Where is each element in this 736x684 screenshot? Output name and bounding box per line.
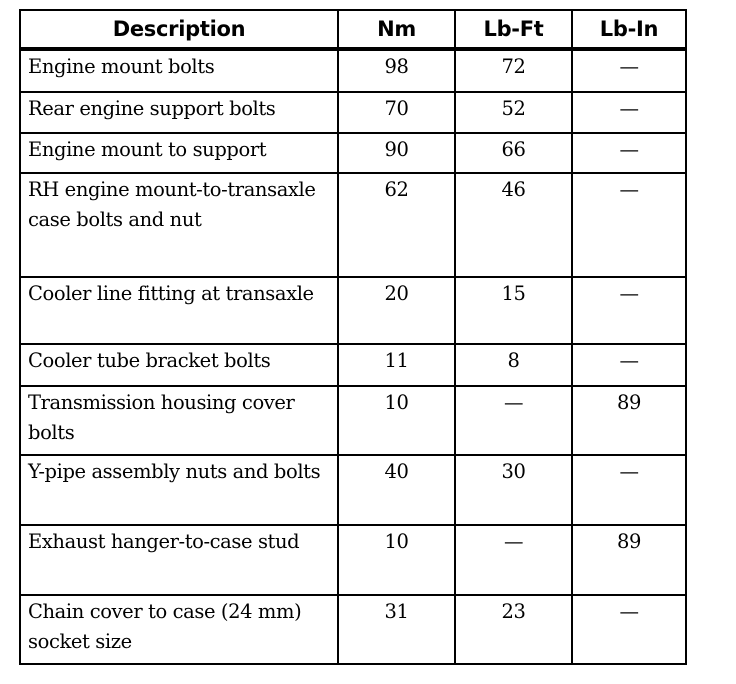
lb-ft-cell: 46 [455, 173, 572, 277]
nm-cell: 40 [338, 455, 455, 525]
description-cell: Transmission housing cover bolts [20, 386, 338, 455]
lb-ft-cell: 72 [455, 49, 572, 92]
lb-in-cell: — [572, 49, 686, 92]
description-cell: RH engine mount-to-transaxle case bolts and nut [20, 173, 338, 277]
lb-in-cell: — [572, 277, 686, 344]
table-row [20, 277, 686, 344]
nm-cell: 10 [338, 525, 455, 595]
lb-in-cell: — [572, 133, 686, 173]
lb-in-cell: — [572, 455, 686, 525]
nm-cell: 62 [338, 173, 455, 277]
header-lb-ft: Lb-Ft [455, 10, 572, 49]
nm-cell: 20 [338, 277, 455, 344]
nm-cell: 10 [338, 386, 455, 455]
table-row [20, 386, 686, 455]
header-description: Description [20, 10, 338, 49]
lb-ft-cell: 66 [455, 133, 572, 173]
lb-in-cell: 89 [572, 386, 686, 455]
description-cell: Chain cover to case (24 mm) socket size [20, 595, 338, 664]
description-cell: Y-pipe assembly nuts and bolts [20, 455, 338, 525]
table-row [20, 344, 686, 386]
table-row [20, 525, 686, 595]
header-nm: Nm [338, 10, 455, 49]
lb-ft-cell: 52 [455, 92, 572, 133]
lb-ft-cell: 30 [455, 455, 572, 525]
nm-cell: 70 [338, 92, 455, 133]
table-row [20, 49, 686, 92]
nm-cell: 31 [338, 595, 455, 664]
description-cell: Rear engine support bolts [20, 92, 338, 133]
nm-cell: 11 [338, 344, 455, 386]
table-row [20, 173, 686, 277]
lb-in-cell: — [572, 595, 686, 664]
lb-ft-cell: — [455, 525, 572, 595]
lb-ft-cell: 23 [455, 595, 572, 664]
lb-in-cell: — [572, 92, 686, 133]
table-row [20, 595, 686, 664]
header-row [20, 10, 686, 49]
lb-ft-cell: — [455, 386, 572, 455]
lb-ft-cell: 8 [455, 344, 572, 386]
lb-in-cell: — [572, 173, 686, 277]
description-cell: Engine mount bolts [20, 49, 338, 92]
lb-in-cell: — [572, 344, 686, 386]
description-cell: Cooler tube bracket bolts [20, 344, 338, 386]
header-lb-in: Lb-In [572, 10, 686, 49]
table-row [20, 92, 686, 133]
nm-cell: 90 [338, 133, 455, 173]
torque-spec-table [19, 9, 687, 665]
description-cell: Exhaust hanger-to-case stud [20, 525, 338, 595]
table-row [20, 455, 686, 525]
lb-in-cell: 89 [572, 525, 686, 595]
lb-ft-cell: 15 [455, 277, 572, 344]
description-cell: Engine mount to support [20, 133, 338, 173]
nm-cell: 98 [338, 49, 455, 92]
description-cell: Cooler line fitting at transaxle [20, 277, 338, 344]
table-row [20, 133, 686, 173]
